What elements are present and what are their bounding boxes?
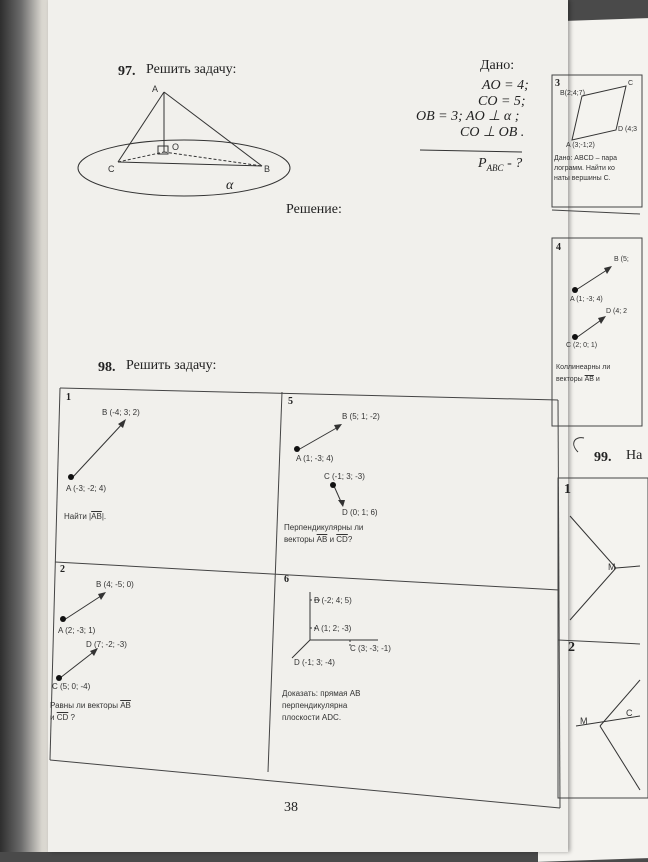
cell-1-task: Найти $|\overline{AB}|$. — [64, 512, 107, 521]
vector-AB-cell5 — [298, 426, 340, 450]
box1-point-M: M — [608, 562, 616, 572]
cell-5-point-C: C (-1; 3; -3) — [324, 472, 365, 481]
point-A-cell2 — [60, 616, 66, 622]
point-C-box4 — [572, 334, 578, 340]
box4-task: Коллинеарны ли векторы $\overline{AB}$ и — [556, 364, 611, 383]
box4-number: 4 — [556, 242, 561, 253]
box3-point-C: C — [628, 80, 634, 87]
cell-1-number: 1 — [66, 392, 71, 403]
cell-2-point-D: D (7; -2; -3) — [86, 640, 127, 649]
find-perimeter: $P_{ABC}$ - ? — [478, 156, 523, 173]
vector-AB-cell2 — [64, 594, 104, 620]
box3-number: 3 — [555, 78, 560, 89]
cell-6-number: 6 — [284, 574, 289, 585]
given-header: Дано: — [480, 58, 515, 73]
cell-5-point-B: B (5; 1; -2) — [342, 412, 380, 421]
cell-6-task: Доказать: прямая AB перпендикулярна плоскости ADC. — [282, 689, 361, 722]
cell-5-point-D: D (0; 1; 6) — [342, 508, 378, 517]
segment-AB — [164, 92, 262, 166]
box2-point-M: M — [580, 716, 588, 726]
segment-CO — [118, 152, 164, 162]
box3-task: Дано: ABCD – пара лограмм. Найти ко наты вершины C. — [554, 155, 617, 182]
cell-2-point-A: A (2; -3; 1) — [58, 626, 96, 635]
solution-heading: Решение: — [286, 202, 342, 217]
label-A: A — [152, 84, 159, 94]
point-A-cell1 — [68, 474, 74, 480]
point-C-cell5 — [330, 482, 336, 488]
box3-point-A: A (3;-1;2) — [566, 142, 595, 149]
box1-number: 1 — [564, 482, 571, 497]
label-alpha: α — [226, 178, 234, 193]
cell-6-point-B: B (-2; 4; 5) — [314, 596, 352, 605]
problem-99-title: На — [626, 448, 643, 463]
axis-x — [292, 640, 310, 658]
box4-point-B: B (5; — [614, 256, 629, 263]
cell-5-number: 5 — [288, 396, 293, 407]
segment-AC — [118, 92, 164, 162]
box2-number: 2 — [568, 640, 575, 655]
vector-AB-cell1 — [72, 422, 124, 478]
cell-1-point-A: A (-3; -2; 4) — [66, 484, 107, 493]
box3-point-D: D (4;3 — [618, 126, 638, 133]
box-1-2-frame — [558, 478, 648, 798]
problem-97-number: 97. — [118, 64, 136, 79]
cell-2-point-B: B (4; -5; 0) — [96, 580, 134, 589]
box2-point-C: C — [626, 708, 633, 718]
cell-2-number: 2 — [60, 564, 65, 575]
vector-CD-cell2 — [60, 650, 96, 678]
problem-98-title: Решить задачу: — [126, 358, 217, 373]
problem-97-title: Решить задачу: — [146, 62, 237, 77]
given-line-2: CO = 5; — [478, 94, 526, 109]
cell-2-point-C: C (5; 0; -4) — [52, 682, 91, 691]
given-line-4: CO ⊥ OB . — [460, 125, 525, 140]
cell-2-task: Равны ли векторы $\overline{AB}$ и $\overline{CD}$ ? — [50, 701, 131, 722]
point-A-cell5 — [294, 446, 300, 452]
label-O: O — [172, 142, 180, 152]
given-divider — [420, 150, 522, 152]
cell-1-point-B: B (-4; 3; 2) — [102, 408, 140, 417]
point-A-box4 — [572, 287, 578, 293]
box3-point-B: B(2;4;7) — [560, 90, 585, 97]
given-line-1: AO = 4; — [482, 78, 529, 93]
box4-frame — [552, 238, 642, 426]
cell-6-point-A: A (1; 2; -3) — [314, 624, 352, 633]
box4-point-D: D (4; 2 — [606, 308, 628, 315]
cell-6-point-C: C (3; -3; -1) — [350, 644, 391, 653]
box4-point-C: C (2; 0; 1) — [566, 342, 598, 349]
label-C: C — [108, 164, 115, 174]
problem-98-number: 98. — [98, 360, 116, 375]
problem-99-number: 99. — [594, 450, 612, 465]
cell-5-task: Перпендикулярны ли векторы $\overline{AB}$ и $\overline{CD}$? — [284, 523, 364, 544]
page-number: 38 — [284, 800, 298, 815]
box4-point-A: A (1; -3; 4) — [570, 296, 603, 303]
cell-6-point-D: D (-1; 3; -4) — [294, 658, 335, 667]
cell-5-point-A: A (1; -3; 4) — [296, 454, 334, 463]
label-B: B — [264, 164, 271, 174]
task-table — [50, 388, 560, 808]
point-C-cell2 — [56, 675, 62, 681]
given-line-3: OB = 3; AO ⊥ α ; — [416, 109, 520, 124]
